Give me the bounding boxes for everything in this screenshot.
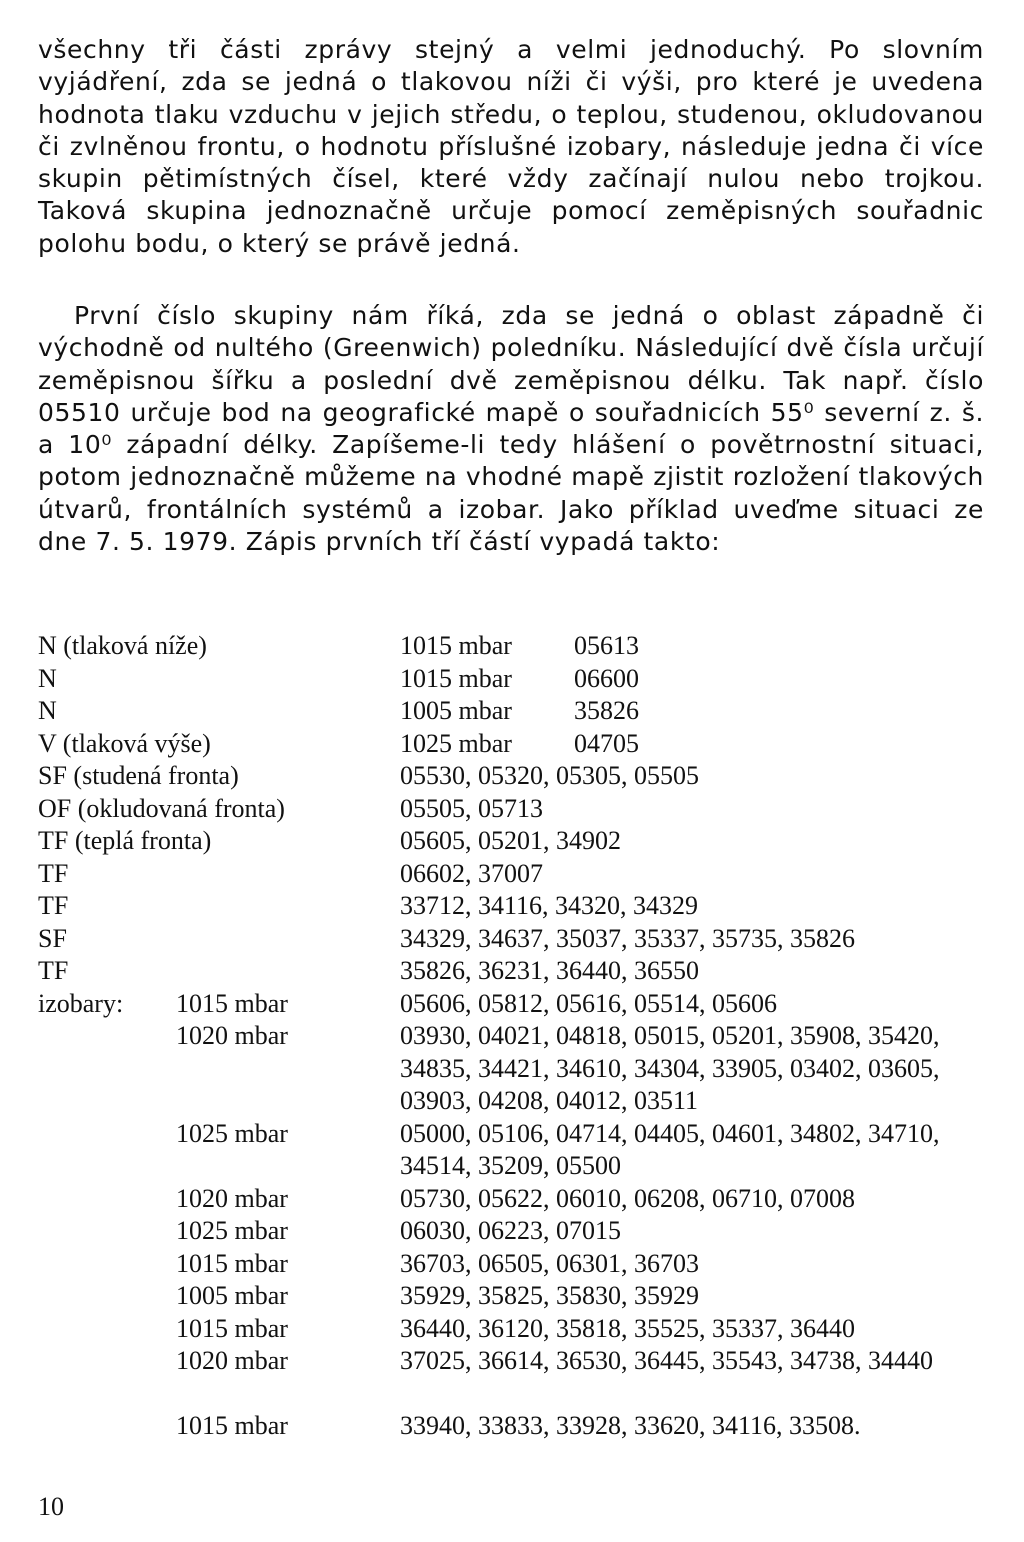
- isobar-pressure: 1015 mbar: [176, 988, 288, 1018]
- table-row: [38, 923, 998, 956]
- isobar-pressure: 1020 mbar: [176, 1183, 288, 1213]
- isobar-row: [38, 1118, 998, 1183]
- table-row: [38, 890, 998, 923]
- row-codes: 06602, 37007: [400, 858, 543, 888]
- isobar-codes: 06030, 06223, 07015: [400, 1216, 621, 1245]
- isobar-pressure: 1015 mbar: [176, 1248, 288, 1278]
- row-codes: 34329, 34637, 35037, 35337, 35735, 35826: [400, 923, 855, 953]
- row-label: N (tlaková níže): [38, 631, 207, 660]
- isobar-codes: 33940, 33833, 33928, 33620, 34116, 33508.: [400, 1411, 861, 1440]
- row-codes: 05505, 05713: [400, 793, 543, 823]
- row-codes: 35826, 36231, 36440, 36550: [400, 956, 699, 985]
- table-row: [38, 793, 998, 826]
- isobar-row: [38, 1020, 998, 1118]
- table-row: [38, 955, 998, 988]
- weather-report-table: [38, 630, 998, 1443]
- row-code: 35826: [574, 696, 639, 725]
- table-row: [38, 760, 998, 793]
- row-code: 05613: [574, 631, 639, 660]
- isobar-codes: 03930, 04021, 04818, 05015, 05201, 35908, 35420, 34835, 34421, 34610, 34304, 33905, 03402, 03605, 03903, 04208, 04012, 03511: [400, 1021, 940, 1115]
- row-label: SF: [38, 923, 67, 953]
- row-codes: 05605, 05201, 34902: [400, 826, 621, 855]
- isobar-codes: 36703, 06505, 06301, 36703: [400, 1248, 699, 1278]
- isobar-codes: 37025, 36614, 36530, 36445, 35543, 34738, 34440: [400, 1346, 933, 1375]
- row-pressure: 1015 mbar: [400, 631, 512, 660]
- isobar-row: [38, 1345, 998, 1410]
- isobar-row: [38, 1248, 998, 1281]
- table-row: [38, 630, 998, 663]
- isobar-row: [38, 1183, 998, 1216]
- row-codes: 33712, 34116, 34320, 34329: [400, 891, 699, 920]
- isobar-pressure: 1020 mbar: [176, 1346, 288, 1375]
- isobar-pressure: 1020 mbar: [176, 1021, 288, 1050]
- table-row: [38, 825, 998, 858]
- table-row: [38, 858, 998, 891]
- table-row: [38, 663, 998, 696]
- row-label: N: [38, 696, 57, 725]
- isobar-codes: 35929, 35825, 35830, 35929: [400, 1281, 699, 1310]
- isobar-pressure: 1025 mbar: [176, 1118, 288, 1148]
- row-label: TF: [38, 956, 69, 985]
- row-pressure: 1015 mbar: [400, 663, 512, 693]
- isobar-row: [38, 1215, 998, 1248]
- row-label: TF (teplá fronta): [38, 826, 212, 855]
- isobar-heading: izobary:: [38, 988, 124, 1018]
- isobar-codes: 05606, 05812, 05616, 05514, 05606: [400, 988, 777, 1018]
- row-label: N: [38, 663, 57, 693]
- isobar-row: [38, 1280, 998, 1313]
- row-codes: 05530, 05320, 05305, 05505: [400, 761, 699, 790]
- paragraph-1: všechny tři části zprávy stejný a velmi jednoduchý. Po slovním vyjádření, zda se jedná o tlakovou níži či výši, pro které je uvedena hodnota tlaku vzduchu v jejich středu, o teplou, studenou, okludovanou či zvlněnou frontu, o hodnotu příslušné izobary, následuje jedna či více skupin pětimístných čísel, které vždy začínají nulou nebo trojkou. Taková skupina jednoznačně určuje pomocí zeměpisných souřadnic polohu bodu, o který se právě jedná.: [38, 35, 984, 258]
- row-label: TF: [38, 858, 69, 888]
- isobar-codes: 05730, 05622, 06010, 06208, 06710, 07008: [400, 1183, 855, 1213]
- table-row: [38, 728, 998, 761]
- page-number: 10: [38, 1492, 64, 1521]
- isobar-codes: 36440, 36120, 35818, 35525, 35337, 36440: [400, 1313, 855, 1343]
- row-code: 06600: [574, 663, 639, 693]
- table-row: [38, 695, 998, 728]
- isobar-pressure: 1015 mbar: [176, 1411, 288, 1440]
- row-label: OF (okludovaná fronta): [38, 793, 285, 823]
- paragraph-2: První číslo skupiny nám říká, zda se jedná o oblast západně či východně od nultého (Greenwich) poledníku. Následující dvě čísla určují zeměpisnou šířku a poslední dvě zeměpisnou délku. Tak např. číslo 05510 určuje bod na geografické mapě o souřadnicích 55⁰ severní z. š. a 10⁰ západní délky. Zapíšeme-li tedy hlášení o povětrnostní situaci, potom jednoznačně můžeme na vhodné mapě zjistit rozložení tlakových útvarů, frontálních systémů a izobar. Jako příklad uveďme situaci ze dne 7. 5. 1979. Zápis prvních tří částí vypadá takto:: [38, 301, 984, 557]
- isobar-row: [38, 988, 998, 1021]
- row-label: SF (studená fronta): [38, 761, 239, 790]
- isobar-row: [38, 1313, 998, 1346]
- row-pressure: 1005 mbar: [400, 696, 512, 725]
- isobar-pressure: 1025 mbar: [176, 1216, 288, 1245]
- row-label: V (tlaková výše): [38, 728, 211, 758]
- isobar-pressure: 1015 mbar: [176, 1313, 288, 1343]
- isobar-codes: 05000, 05106, 04714, 04405, 04601, 34802, 34710, 34514, 35209, 05500: [400, 1118, 940, 1180]
- isobar-row: [38, 1410, 998, 1443]
- isobar-pressure: 1005 mbar: [176, 1281, 288, 1310]
- row-label: TF: [38, 891, 69, 920]
- row-code: 04705: [574, 728, 639, 758]
- row-pressure: 1025 mbar: [400, 728, 512, 758]
